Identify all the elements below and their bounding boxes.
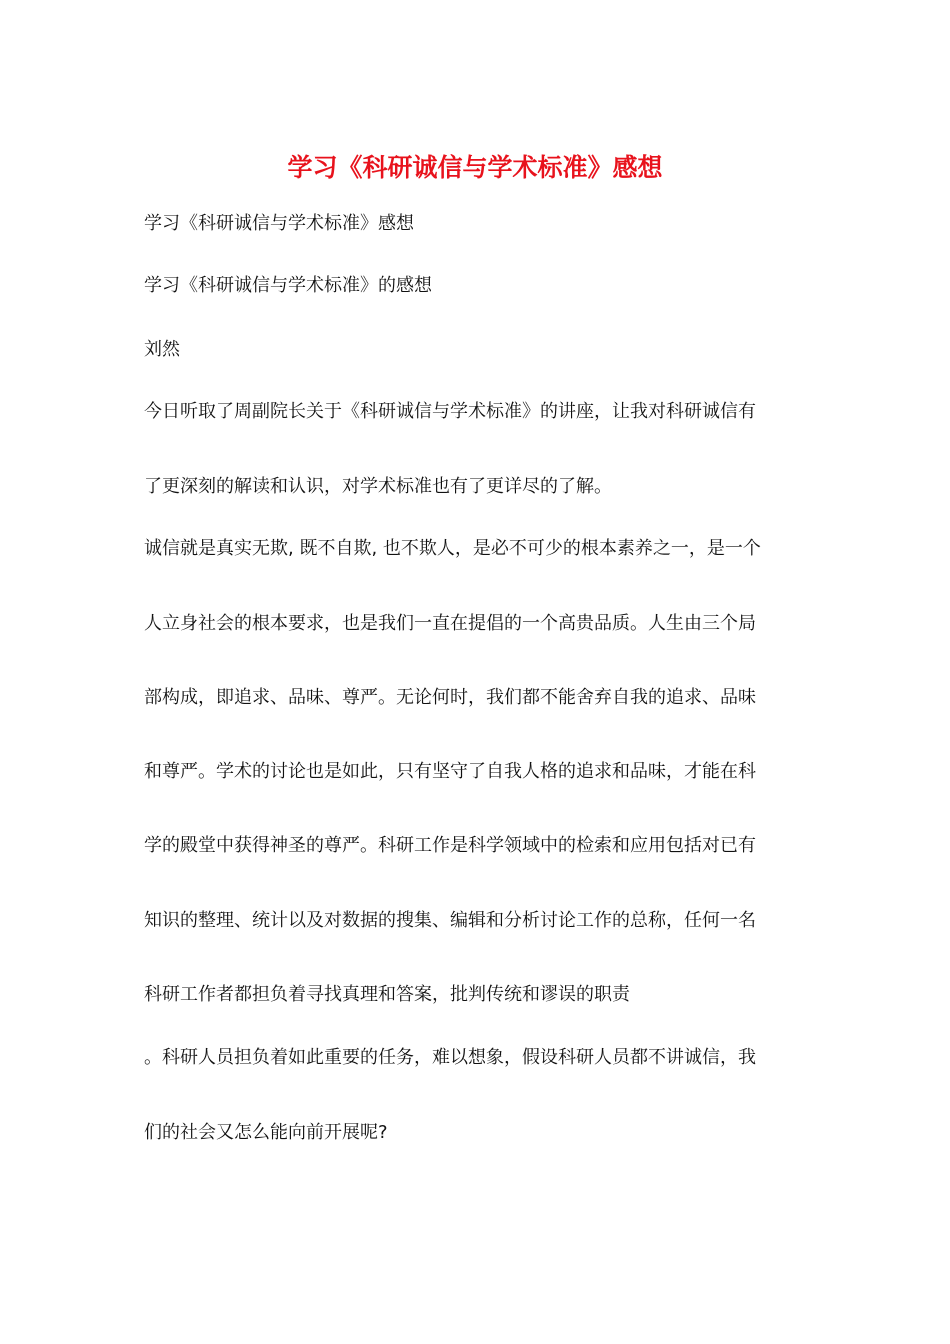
paragraph-line: 人立身社会的根本要求，也是我们一直在提倡的一个高贵品质。人生由三个局: [144, 613, 756, 634]
paragraph-line: 知识的整理、统计以及对数据的搜集、编辑和分析讨论工作的总称，任何一名: [144, 910, 756, 931]
paragraph-line: 。科研人员担负着如此重要的任务，难以想象，假设科研人员都不讲诚信，我: [144, 1047, 756, 1068]
paragraph-line: 和尊严。学术的讨论也是如此，只有坚守了自我人格的追求和品味，才能在科: [144, 761, 756, 782]
author-name: 刘然: [144, 339, 180, 360]
paragraph-line: 们的社会又怎么能向前开展呢?: [144, 1122, 388, 1143]
paragraph-line: 诚信就是真实无欺, 既不自欺, 也不欺人，是必不可少的根本素养之一，是一个: [144, 538, 761, 559]
essay-heading-line: 学习《科研诚信与学术标准》的感想: [144, 275, 432, 296]
paragraph-line: 了更深刻的解读和认识，对学术标准也有了更详尽的了解。: [144, 476, 612, 497]
paragraph-line: 学的殿堂中获得神圣的尊严。科研工作是科学领域中的检索和应用包括对已有: [144, 835, 756, 856]
paragraph-line: 部构成，即追求、品味、尊严。无论何时，我们都不能舍弃自我的追求、品味: [144, 687, 756, 708]
subtitle-line: 学习《科研诚信与学术标准》感想: [144, 213, 414, 234]
paragraph-line: 今日听取了周副院长关于《科研诚信与学术标准》的讲座，让我对科研诚信有: [144, 401, 756, 422]
document-title: 学习《科研诚信与学术标准》感想: [287, 153, 663, 182]
paragraph-line: 科研工作者都担负着寻找真理和答案，批判传统和谬误的职责: [144, 984, 630, 1005]
